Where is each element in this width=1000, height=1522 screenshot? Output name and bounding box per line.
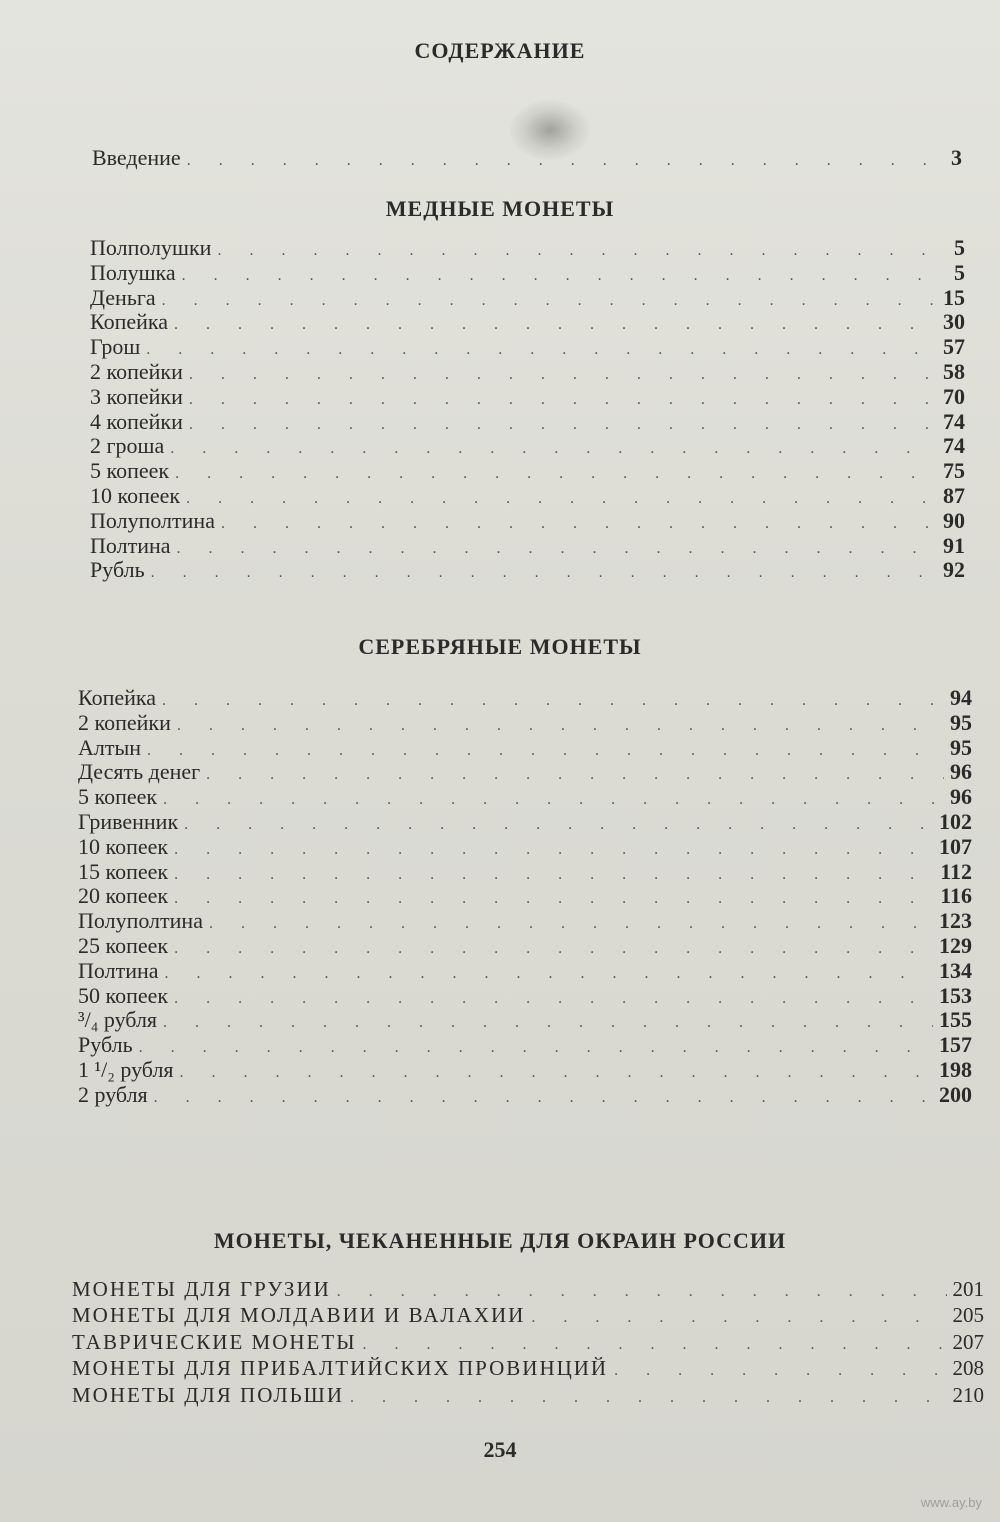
toc-entry-label: 3 копейки (90, 383, 183, 409)
toc-entry[interactable] (78, 711, 972, 736)
leader-dots (221, 512, 937, 537)
toc-entry-page: 15 (943, 284, 965, 310)
toc-entry-label: ³/₄ рубля (78, 1007, 158, 1033)
toc-entry-page: 75 (943, 458, 965, 484)
toc-entry[interactable] (72, 1382, 984, 1408)
toc-entry[interactable] (78, 1058, 972, 1083)
toc-entry[interactable] (78, 1033, 972, 1058)
toc-entry-label: Полушка (90, 259, 176, 285)
toc-entry-page: 90 (943, 507, 965, 533)
toc-entry[interactable] (90, 509, 965, 534)
leader-dots (187, 149, 945, 174)
toc-entry-label: 25 копеек (78, 932, 169, 958)
toc-entry-label: 10 копеек (78, 833, 169, 859)
toc-entry-label: 2 копейки (90, 358, 183, 384)
toc-entry-page: 198 (939, 1056, 972, 1082)
toc-entry-page: 107 (939, 833, 972, 859)
toc-entry[interactable] (78, 959, 972, 984)
toc-entry-label: Рубль (78, 1032, 133, 1058)
toc-entry[interactable] (90, 310, 965, 335)
toc-entry[interactable] (78, 835, 972, 860)
toc-entry-label: 5 копеек (78, 784, 158, 810)
toc-entry-page: 207 (952, 1329, 984, 1354)
toc-entry-page: 5 (954, 259, 965, 285)
toc-entry-label: Полполушки (90, 235, 212, 260)
leader-dots (174, 887, 934, 912)
toc-entry-label: Копейка (90, 309, 169, 335)
toc-entry-label: Алтын (78, 734, 142, 760)
leader-dots (350, 1385, 947, 1411)
leader-dots (154, 1086, 933, 1111)
leader-dots (217, 239, 948, 264)
section-heading-outskirts: МОНЕТЫ, ЧЕКАНЕННЫЕ ДЛЯ ОКРАИН РОССИИ (213, 1228, 787, 1253)
toc-entry-label: МОНЕТЫ ДЛЯ ГРУЗИИ (72, 1277, 331, 1301)
toc-entry-label: МОНЕТЫ ДЛЯ МОЛДАВИИ И ВАЛАХИИ (72, 1303, 526, 1328)
toc-entry-label: 2 копейки (78, 709, 171, 735)
toc-entry[interactable] (90, 434, 965, 459)
toc-entry[interactable] (78, 909, 972, 934)
leader-dots (180, 1061, 933, 1086)
toc-entry[interactable] (78, 1008, 972, 1033)
leader-dots (186, 487, 937, 512)
toc-entry[interactable] (90, 534, 965, 559)
leader-dots (162, 689, 944, 714)
leader-dots (147, 739, 944, 764)
toc-entry-label: 4 копейки (90, 408, 183, 434)
toc-entry-page: 201 (952, 1277, 984, 1301)
toc-entry[interactable] (78, 1083, 972, 1108)
toc-entry-page: 123 (939, 908, 972, 934)
toc-entry[interactable] (90, 410, 965, 435)
leader-dots (189, 363, 937, 388)
toc-entry-page: 134 (939, 957, 972, 983)
leader-dots (189, 413, 937, 438)
toc-entry-label: Грош (90, 334, 141, 360)
leader-dots (206, 763, 944, 788)
leader-dots (170, 437, 937, 462)
toc-entry[interactable] (72, 1355, 984, 1381)
toc-entry-label: ТАВРИЧЕСКИЕ МОНЕТЫ (72, 1329, 357, 1354)
leader-dots (175, 462, 937, 487)
leader-dots (165, 962, 933, 987)
toc-entry-label: Гривенник (78, 808, 179, 834)
toc-entry-page: 155 (939, 1007, 972, 1033)
leader-dots (163, 1011, 933, 1036)
leader-dots (151, 561, 937, 586)
toc-entry-page: 208 (952, 1356, 984, 1381)
leader-dots (162, 289, 937, 314)
toc-entry-label: 2 гроша (90, 433, 165, 459)
toc-entry-label: 20 копеек (78, 883, 169, 909)
toc-entry[interactable] (90, 360, 965, 385)
toc-entry[interactable] (78, 884, 972, 909)
toc-entry-page: 116 (940, 883, 972, 909)
toc-entry[interactable] (78, 934, 972, 959)
toc-entry[interactable] (90, 385, 965, 410)
toc-entry[interactable] (90, 236, 965, 261)
toc-entry-label: Введение (92, 145, 181, 170)
toc-entry-page: 58 (943, 358, 965, 384)
toc-entry-label: 10 копеек (90, 482, 181, 508)
toc-entry-page: 129 (939, 932, 972, 958)
toc-entry-page: 87 (943, 482, 965, 508)
leader-dots (146, 338, 937, 363)
toc-entry-page: 96 (950, 784, 972, 810)
toc-entry[interactable] (78, 860, 972, 885)
toc-entry-label: 5 копеек (90, 458, 170, 484)
intro-list (92, 146, 962, 171)
toc-section-outskirts (72, 1276, 984, 1408)
toc-entry-label: 50 копеек (78, 982, 169, 1008)
toc-section-silver (78, 686, 972, 1108)
leader-dots (139, 1036, 933, 1061)
toc-entry-page: 3 (951, 145, 962, 170)
toc-entry-label: Десять денег (78, 759, 201, 785)
leader-dots (174, 987, 933, 1012)
toc-entry[interactable] (78, 785, 972, 810)
leader-dots (177, 714, 944, 739)
toc-entry[interactable] (90, 484, 965, 509)
page-title: СОДЕРЖАНИЕ (414, 38, 586, 63)
toc-entry-label: Полтина (78, 957, 159, 983)
toc-entry-page: 200 (939, 1081, 972, 1107)
toc-entry[interactable] (78, 984, 972, 1009)
toc-entry-page: 95 (950, 709, 972, 735)
toc-entry-page: 157 (939, 1032, 972, 1058)
toc-entry-page: 94 (950, 685, 972, 710)
leader-dots (184, 813, 933, 838)
toc-entry[interactable] (72, 1276, 984, 1302)
toc-entry-page: 153 (939, 982, 972, 1008)
toc-entry-label: 1 ¹/₂ рубля (78, 1056, 174, 1082)
toc-entry-page: 57 (943, 334, 965, 360)
toc-entry[interactable] (90, 459, 965, 484)
toc-entry-page: 96 (950, 759, 972, 785)
toc-section-copper (90, 236, 965, 583)
toc-entry[interactable] (72, 1302, 984, 1328)
toc-entry[interactable] (72, 1329, 984, 1355)
toc-entry-label: Деньга (90, 284, 156, 310)
section-heading-copper: МЕДНЫЕ МОНЕТЫ (385, 196, 615, 221)
leader-dots (531, 1305, 946, 1331)
toc-entry-intro[interactable] (92, 146, 962, 171)
toc-entry-page: 95 (950, 734, 972, 760)
leader-dots (177, 537, 937, 562)
toc-entry-page: 102 (939, 808, 972, 834)
toc-entry-page: 5 (954, 235, 965, 260)
section-heading-silver: СЕРЕБРЯНЫЕ МОНЕТЫ (358, 634, 642, 659)
toc-entry[interactable] (78, 760, 972, 785)
toc-entry-page: 92 (943, 557, 965, 583)
toc-entry-page: 91 (943, 532, 965, 558)
toc-entry[interactable] (78, 686, 972, 711)
toc-entry-label: МОНЕТЫ ДЛЯ ПРИБАЛТИЙСКИХ ПРОВИНЦИЙ (72, 1356, 609, 1381)
toc-entry-page: 30 (943, 309, 965, 335)
toc-entry-page: 112 (940, 858, 972, 884)
leader-dots (174, 313, 937, 338)
toc-entry-label: Полуполтина (90, 507, 215, 533)
page-number: 254 (483, 1437, 517, 1462)
toc-entry-page: 74 (943, 433, 965, 459)
toc-entry-label: Полуполтина (78, 908, 203, 934)
leader-dots (163, 788, 944, 813)
toc-entry-label: Полтина (90, 532, 171, 558)
toc-entry-label: Рубль (90, 557, 145, 583)
leader-dots (182, 264, 948, 289)
toc-entry-label: МОНЕТЫ ДЛЯ ПОЛЬШИ (72, 1382, 344, 1407)
leader-dots (189, 388, 937, 413)
toc-entry[interactable] (90, 558, 965, 583)
toc-entry[interactable] (90, 335, 965, 360)
leader-dots (174, 863, 934, 888)
leader-dots (174, 937, 933, 962)
toc-entry-page: 205 (952, 1303, 984, 1328)
leader-dots (174, 838, 933, 863)
toc-entry[interactable] (90, 286, 965, 311)
toc-entry[interactable] (78, 736, 972, 761)
toc-entry-label: Копейка (78, 685, 157, 710)
toc-entry[interactable] (78, 810, 972, 835)
toc-entry-page: 70 (943, 383, 965, 409)
leader-dots (209, 912, 933, 937)
toc-entry-label: 15 копеек (78, 858, 169, 884)
toc-entry-page: 74 (943, 408, 965, 434)
toc-entry[interactable] (90, 261, 965, 286)
leader-dots (614, 1358, 946, 1384)
watermark: www.ay.by (920, 1495, 982, 1510)
toc-entry-page: 210 (952, 1382, 984, 1407)
toc-entry-label: 2 рубля (78, 1081, 148, 1107)
